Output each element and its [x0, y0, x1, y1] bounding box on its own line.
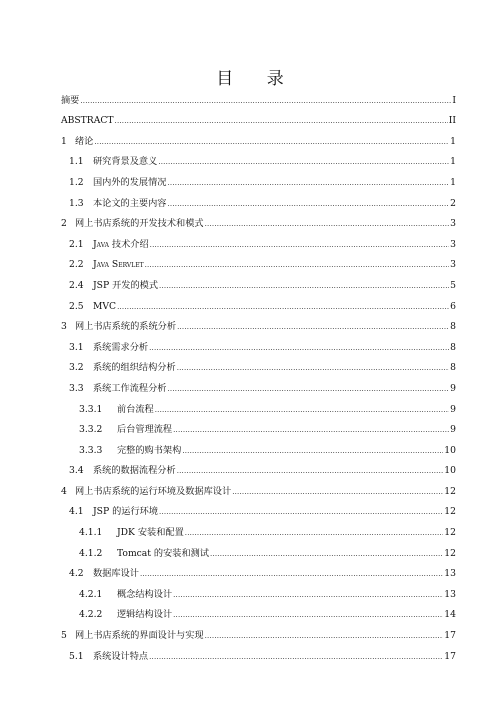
toc-entry-page: 17	[444, 650, 456, 662]
toc-entry-abstract-cn[interactable]	[61, 86, 456, 107]
toc-entry-number: 3.3.1	[79, 403, 103, 415]
toc-entry-1-2[interactable]	[61, 168, 456, 189]
toc-entry-number: 3.1	[69, 341, 84, 353]
toc-leader	[168, 198, 450, 210]
toc-entry-2-2[interactable]	[61, 251, 456, 272]
toc-entry-number: 4.2.1	[79, 588, 103, 600]
toc-leader	[173, 589, 443, 601]
toc-leader	[177, 321, 449, 333]
toc-entry-number: 4.2	[69, 568, 84, 580]
toc-entry-number: 4.1.1	[79, 527, 103, 539]
toc-entry-number: 3.3.3	[79, 444, 103, 456]
toc-leader	[173, 609, 443, 621]
toc-entry-2-1[interactable]	[61, 230, 456, 251]
toc-entry-page: 3	[450, 238, 456, 250]
toc-entry-page: 1	[450, 135, 456, 147]
toc-entry-page: 12	[444, 547, 456, 559]
toc-leader	[149, 342, 449, 354]
toc-entry-page: 9	[450, 424, 456, 436]
toc-entry-label: 绪论	[75, 135, 94, 147]
toc-entry-label: 网上书店系统的运行环境及数据库设计	[75, 485, 232, 497]
toc-leader	[168, 177, 450, 189]
toc-entry-page: 2	[450, 197, 456, 209]
toc-entry-4-1-1[interactable]	[61, 518, 456, 539]
toc-entry-page: 12	[444, 527, 456, 539]
toc-leader	[205, 218, 450, 230]
toc-entry-number: 1.2	[69, 176, 84, 188]
toc-entry-page: 3	[450, 218, 456, 230]
toc-entry-number: 1.3	[69, 197, 84, 209]
toc-leader	[117, 301, 449, 313]
toc-entry-label: 后台管理流程	[117, 424, 173, 436]
toc-entry-5-1[interactable]	[61, 642, 456, 663]
toc-list	[61, 86, 456, 663]
toc-entry-3-3-2[interactable]	[61, 416, 456, 437]
toc-entry-4-1-2[interactable]	[61, 539, 456, 560]
toc-entry-3-3-3[interactable]	[61, 436, 456, 457]
toc-entry-chapter-2[interactable]	[61, 210, 456, 231]
toc-entry-number: 3.4	[69, 465, 84, 477]
toc-leader	[155, 404, 449, 416]
toc-leader	[168, 383, 450, 395]
toc-entry-number: 4.2.2	[79, 609, 103, 621]
toc-entry-label: JDK 安装和配置	[117, 527, 184, 539]
toc-leader	[145, 259, 450, 271]
toc-leader	[140, 568, 443, 580]
toc-leader	[210, 548, 443, 560]
toc-entry-label: 研究背景及意义	[93, 156, 158, 168]
toc-entry-page: 13	[444, 568, 456, 580]
toc-leader	[232, 486, 443, 498]
toc-entry-number: 5	[61, 630, 67, 642]
toc-leader	[159, 506, 443, 518]
toc-entry-number: 4	[61, 485, 67, 497]
toc-entry-number: 3.3	[69, 382, 84, 394]
toc-entry-label: MVC	[93, 300, 117, 312]
toc-entry-label: 网上书店系统的开发技术和模式	[75, 218, 204, 230]
toc-leader	[159, 280, 449, 292]
toc-entry-label: 本论文的主要内容	[93, 197, 167, 209]
toc-entry-number: 5.1	[69, 650, 84, 662]
toc-entry-2-4[interactable]	[61, 271, 456, 292]
toc-entry-number: 4.1	[69, 506, 84, 518]
toc-entry-page: 10	[444, 444, 456, 456]
toc-entry-page: 10	[444, 465, 456, 477]
toc-entry-page: 17	[444, 630, 456, 642]
toc-entry-label: ABSTRACT	[61, 115, 114, 127]
toc-leader	[185, 527, 444, 539]
toc-leader	[173, 424, 449, 436]
toc-entry-3-1[interactable]	[61, 333, 456, 354]
toc-entry-number: 4.1.2	[79, 547, 103, 559]
toc-entry-label: JSP 开发的模式	[93, 279, 159, 291]
toc-entry-number: 1.1	[69, 156, 84, 168]
toc-entry-label: Java Servlet	[93, 259, 144, 271]
toc-entry-number: 2.1	[69, 238, 84, 250]
toc-entry-number: 2.4	[69, 279, 84, 291]
toc-entry-label: 系统的组织结构分析	[93, 362, 176, 374]
toc-entry-abstract-en[interactable]	[61, 107, 456, 128]
toc-entry-4-2[interactable]	[61, 560, 456, 581]
toc-entry-label: 国内外的发展情况	[93, 176, 167, 188]
toc-entry-label: 逻辑结构设计	[117, 609, 173, 621]
toc-entry-3-3-1[interactable]	[61, 395, 456, 416]
toc-entry-number: 2	[61, 218, 67, 230]
toc-entry-label: Tomcat 的安装和测试	[117, 547, 210, 559]
toc-leader	[182, 445, 443, 457]
toc-entry-page: 13	[444, 588, 456, 600]
toc-entry-1-3[interactable]	[61, 189, 456, 210]
toc-title: 目 录	[216, 69, 298, 89]
toc-entry-page: 3	[450, 259, 456, 271]
toc-entry-page: 12	[444, 485, 456, 497]
toc-entry-number: 3.2	[69, 362, 84, 374]
toc-leader	[115, 115, 448, 127]
toc-entry-label: 前台流程	[117, 403, 154, 415]
toc-entry-label: 网上书店系统的界面设计与实现	[75, 630, 204, 642]
toc-leader	[94, 136, 449, 148]
toc-entry-3-2[interactable]	[61, 354, 456, 375]
toc-leader	[205, 630, 444, 642]
toc-entry-chapter-3[interactable]	[61, 313, 456, 334]
toc-entry-page: 6	[450, 300, 456, 312]
toc-entry-label: JSP 的运行环境	[93, 506, 159, 518]
toc-entry-label: 系统需求分析	[93, 341, 149, 353]
toc-entry-4-2-1[interactable]	[61, 580, 456, 601]
toc-entry-label: 数据库设计	[93, 568, 139, 580]
toc-entry-page: II	[448, 115, 456, 127]
toc-entry-label: 网上书店系统的系统分析	[75, 321, 177, 333]
toc-entry-3-3[interactable]	[61, 374, 456, 395]
toc-entry-label: 系统的数据流程分析	[93, 465, 176, 477]
toc-entry-2-5[interactable]	[61, 292, 456, 313]
toc-entry-number: 3.3.2	[79, 424, 103, 436]
toc-entry-page: 5	[450, 279, 456, 291]
toc-entry-4-2-2[interactable]	[61, 601, 456, 622]
toc-entry-page: 8	[450, 321, 456, 333]
toc-entry-label: 完整的购书架构	[117, 444, 182, 456]
toc-entry-page: 14	[444, 609, 456, 621]
toc-entry-page: 1	[450, 176, 456, 188]
toc-entry-page: 12	[444, 506, 456, 518]
toc-entry-page: 9	[450, 382, 456, 394]
toc-entry-label: 系统工作流程分析	[93, 382, 167, 394]
toc-entry-3-4[interactable]	[61, 457, 456, 478]
toc-entry-chapter-1[interactable]	[61, 127, 456, 148]
toc-entry-label: 系统设计特点	[93, 650, 149, 662]
toc-leader	[150, 239, 449, 251]
toc-leader	[177, 362, 449, 374]
toc-leader	[80, 95, 451, 107]
toc-entry-page: 1	[450, 156, 456, 168]
toc-leader	[149, 651, 443, 663]
toc-entry-chapter-5[interactable]	[61, 621, 456, 642]
toc-entry-page: 8	[450, 362, 456, 374]
toc-entry-label: Java 技术介绍	[93, 238, 149, 250]
toc-entry-page: 8	[450, 341, 456, 353]
toc-entry-4-1[interactable]	[61, 498, 456, 519]
toc-entry-chapter-4[interactable]	[61, 477, 456, 498]
toc-entry-1-1[interactable]	[61, 148, 456, 169]
toc-leader	[158, 156, 449, 168]
toc-leader	[177, 465, 444, 477]
toc-entry-page: I	[452, 94, 456, 106]
toc-entry-number: 2.5	[69, 300, 84, 312]
toc-entry-label: 摘要	[61, 94, 80, 106]
toc-entry-label: 概念结构设计	[117, 588, 173, 600]
toc-entry-page: 9	[450, 403, 456, 415]
toc-entry-number: 3	[61, 321, 67, 333]
toc-entry-number: 1	[61, 135, 67, 147]
toc-entry-number: 2.2	[69, 259, 84, 271]
